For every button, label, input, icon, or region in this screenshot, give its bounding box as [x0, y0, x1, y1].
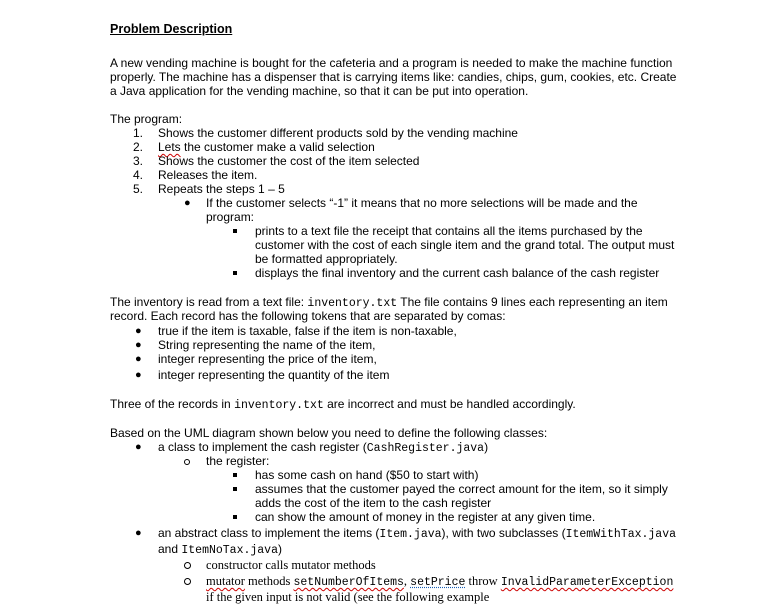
register-item-cont: adds the cost of the item to the cash register [255, 496, 492, 510]
step-text: Lets the customer make a valid selection [158, 140, 375, 154]
spelling-flag: mutator [206, 574, 245, 588]
register-item: can show the amount of money in the register at any given time. [255, 510, 596, 524]
bullet-icon: ● [135, 325, 142, 337]
bullet-icon: ● [184, 197, 191, 209]
bullet-icon: ● [135, 527, 142, 539]
item-with-tax-filename: ItemWithTax.java [565, 528, 677, 541]
bullet-icon: ● [135, 369, 142, 381]
square-bullet-icon [233, 515, 237, 519]
circle-bullet-icon [184, 578, 191, 585]
inventory-line-2: record. Each record has the following tokens that are separated by comas: [110, 309, 506, 323]
subsub-line-4: displays the final inventory and the current cash balance of the cash register [255, 266, 660, 280]
intro-line-2: properly. The machine has a dispenser that is carrying items like: candies, chips, gum, cookies, etc. Create [110, 70, 677, 84]
sub-bullet-line-2: program: [206, 210, 255, 224]
records-filename: inventory.txt [234, 399, 324, 412]
section-heading: Problem Description [110, 22, 233, 36]
subsub-line-1: prints to a text file the receipt that contains all the items purchased by the [255, 224, 643, 238]
token-item: String representing the name of the item, [158, 338, 376, 352]
step-number: 4. [132, 168, 143, 182]
step-number: 3. [132, 154, 143, 168]
step-text: Releases the item. [158, 168, 258, 182]
class-item-line-2: and ItemNoTax.java) [158, 542, 282, 557]
inventory-line-1: The inventory is read from a text file: inventory.txt The file contains 9 lines each representing an item [110, 295, 668, 310]
step-text: Repeats the steps 1 – 5 [158, 182, 285, 196]
program-label: The program: [110, 112, 183, 126]
token-item: integer representing the quantity of the item [158, 368, 390, 382]
intro-line-3: a Java application for the vending machine, so that it can be put into operation. [110, 84, 529, 98]
item-sub-1: constructor calls mutator methods [206, 558, 376, 572]
intro-line-1: A new vending machine is bought for the cafeteria and a program is needed to make the machine function [110, 56, 673, 70]
bullet-icon: ● [135, 353, 142, 365]
step-text: Shows the customer the cost of the item selected [158, 154, 420, 168]
class-cash-register: a class to implement the cash register (CashRegister.java) [158, 440, 489, 455]
records-note: Three of the records in inventory.txt are incorrect and must be handled accordingly. [110, 397, 576, 412]
subsub-line-3: be formatted appropriately. [255, 252, 398, 266]
square-bullet-icon [233, 473, 237, 477]
item-sub-2: mutator methods setNumberOfItems, setPrice throw InvalidParameterException [206, 574, 674, 589]
cash-register-filename: CashRegister.java [366, 442, 485, 455]
bullet-icon: ● [135, 339, 142, 351]
square-bullet-icon [233, 487, 237, 491]
item-filename: Item.java [379, 528, 442, 541]
bullet-icon: ● [135, 441, 142, 453]
circle-bullet-icon [184, 459, 190, 465]
register-item: assumes that the customer payed the correct amount for the item, so it simply [255, 482, 668, 496]
method-set-price: setPrice [410, 576, 466, 589]
exception-name: InvalidParameterException [500, 576, 674, 589]
method-set-number-of-items: setNumberOfItems [293, 576, 404, 589]
step-text: Shows the customer different products sold by the vending machine [158, 126, 518, 140]
circle-bullet-icon [184, 562, 191, 569]
subsub-line-2: customer with the cost of each single item and the grand total. The output must [255, 238, 675, 252]
register-item: has some cash on hand ($50 to start with) [255, 468, 479, 482]
step-number: 1. [132, 126, 143, 140]
spelling-flag: Lets [158, 140, 181, 154]
token-item: integer representing the price of the item, [158, 352, 377, 366]
square-bullet-icon [233, 229, 237, 233]
token-item: true if the item is taxable, false if the item is non-taxable, [158, 324, 457, 338]
inventory-filename: inventory.txt [307, 297, 398, 310]
item-no-tax-filename: ItemNoTax.java [181, 544, 278, 557]
sub-bullet-line-1: If the customer selects “-1” it means that no more selections will be made and the [206, 196, 638, 210]
step-number: 2. [132, 140, 143, 154]
item-sub-3-partial: if the given input is not valid (see the following example [206, 590, 490, 604]
square-bullet-icon [233, 271, 237, 275]
class-item-line-1: an abstract class to implement the items (Item.java), with two subclasses (ItemWithTax.java [158, 526, 677, 541]
uml-intro: Based on the UML diagram shown below you need to define the following classes: [110, 426, 548, 440]
step-number: 5. [132, 182, 143, 196]
register-label: the register: [206, 454, 270, 468]
